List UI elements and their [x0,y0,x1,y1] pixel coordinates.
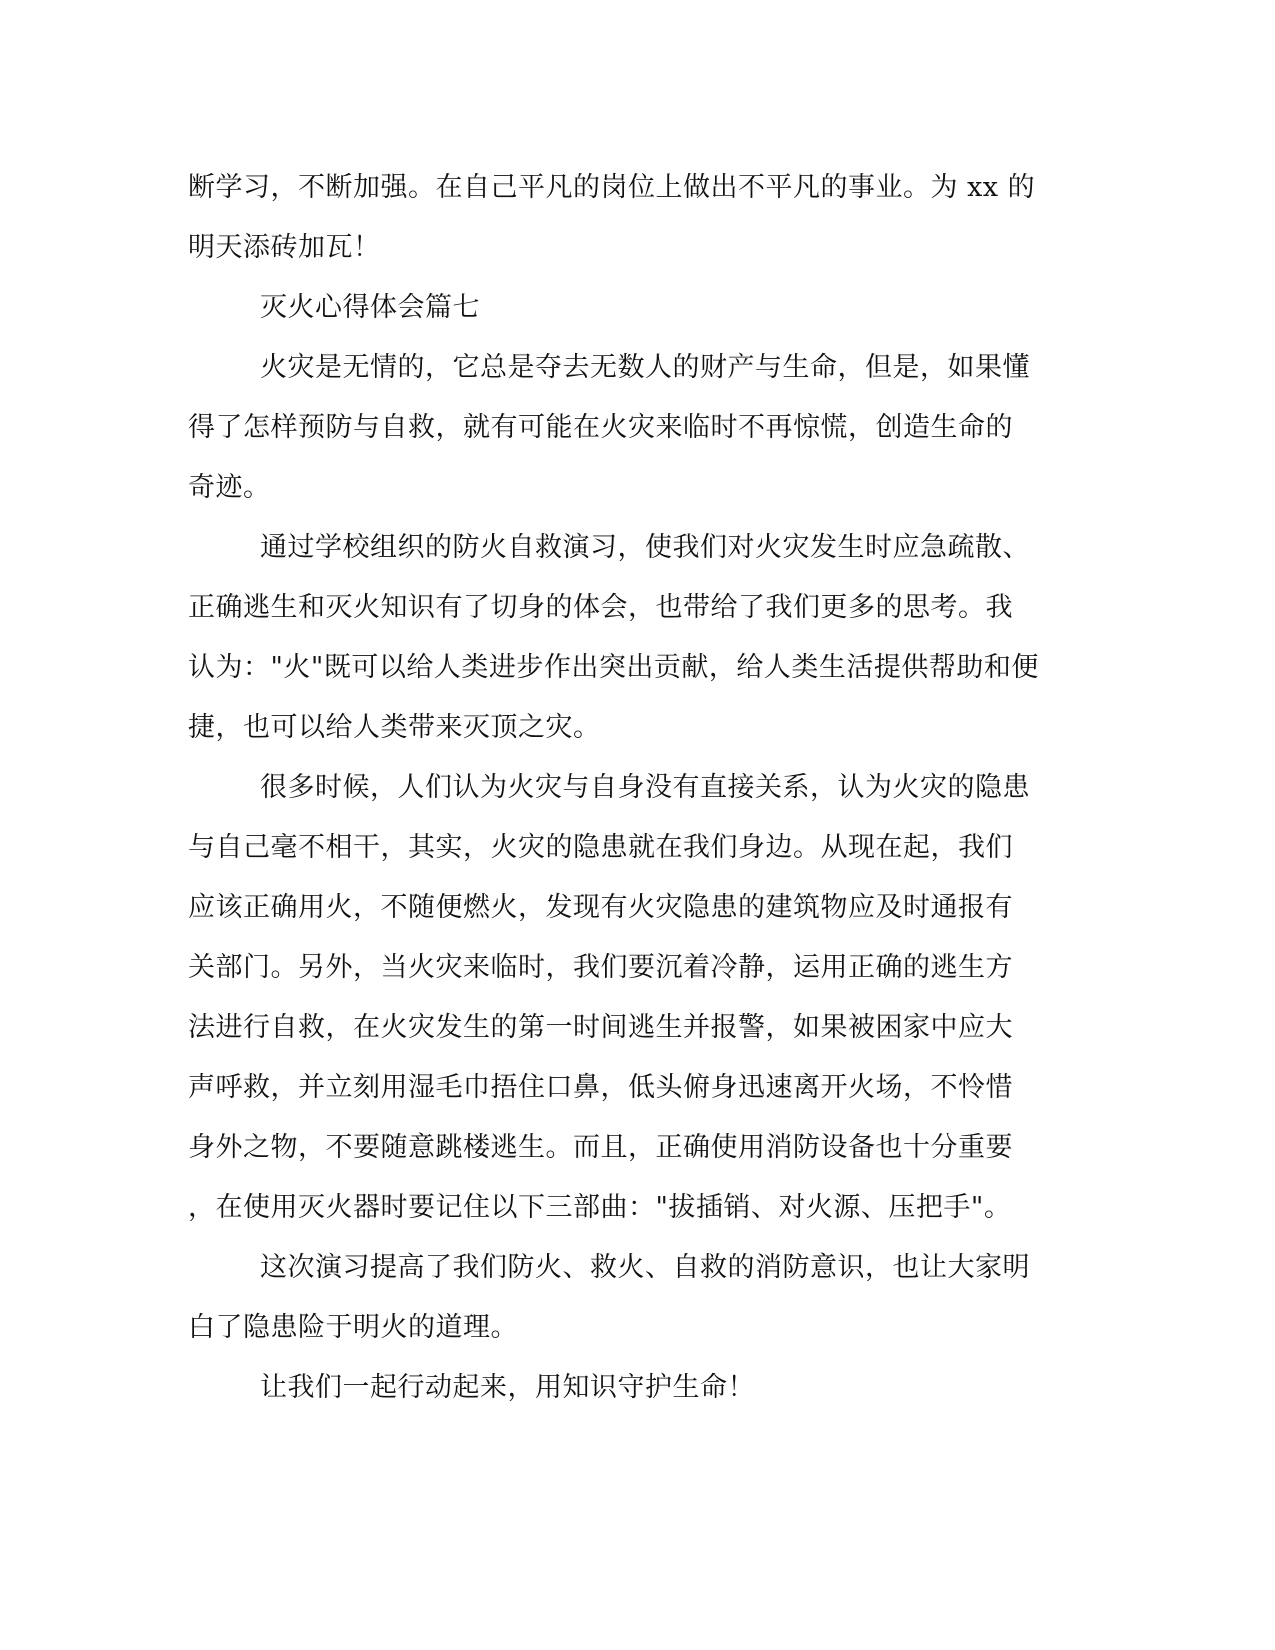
closing-paragraph [188,1358,1088,1418]
text-line: 捷，也可以给人类带来灭顶之灾。 [188,712,601,743]
text-line: ，在使用灭火器时要记住以下三部曲："拔插销、对火源、压把手"。 [188,1192,1012,1223]
paragraph-2 [188,518,1088,758]
text-line: 这次演习提高了我们防火、救火、自救的消防意识，也让大家明 [260,1252,1030,1283]
section-title: 灭火心得体会篇七 [260,292,480,323]
text-line: 得了怎样预防与自救，就有可能在火灾来临时不再惊慌，创造生命的 [188,412,1013,443]
text-line: 与自己毫不相干，其实，火灾的隐患就在我们身边。从现在起，我们 [188,832,1013,863]
text-line: 法进行自救，在火灾发生的第一时间逃生并报警，如果被困家中应大 [188,1012,1013,1043]
paragraph-3 [188,758,1088,1238]
section-heading [188,278,1088,338]
document-body [188,158,1088,1418]
text-line: 断学习，不断加强。在自己平凡的岗位上做出不平凡的事业。为 xx 的 [188,172,1036,203]
text-line: 认为："火"既可以给人类进步作出突出贡献，给人类生活提供帮助和便 [188,652,1039,683]
intro-paragraph [188,158,1088,278]
text-line: 关部门。另外，当火灾来临时，我们要沉着冷静，运用正确的逃生方 [188,952,1013,983]
paragraph-1 [188,338,1088,518]
text-line: 明天添砖加瓦！ [188,232,381,263]
text-line: 声呼救，并立刻用湿毛巾捂住口鼻，低头俯身迅速离开火场，不怜惜 [188,1072,1013,1103]
text-line: 白了隐患险于明火的道理。 [188,1312,518,1343]
text-line: 让我们一起行动起来，用知识守护生命！ [260,1372,755,1403]
text-line: 身外之物，不要随意跳楼逃生。而且，正确使用消防设备也十分重要 [188,1132,1013,1163]
text-line: 正确逃生和灭火知识有了切身的体会，也带给了我们更多的思考。我 [188,592,1013,623]
text-line: 火灾是无情的，它总是夺去无数人的财产与生命，但是，如果懂 [260,352,1030,383]
paragraph-4 [188,1238,1088,1358]
text-line: 很多时候，人们认为火灾与自身没有直接关系，认为火灾的隐患 [260,772,1030,803]
text-line: 通过学校组织的防火自救演习，使我们对火灾发生时应急疏散、 [260,532,1030,563]
text-line: 奇迹。 [188,472,271,503]
text-line: 应该正确用火，不随便燃火，发现有火灾隐患的建筑物应及时通报有 [188,892,1013,923]
